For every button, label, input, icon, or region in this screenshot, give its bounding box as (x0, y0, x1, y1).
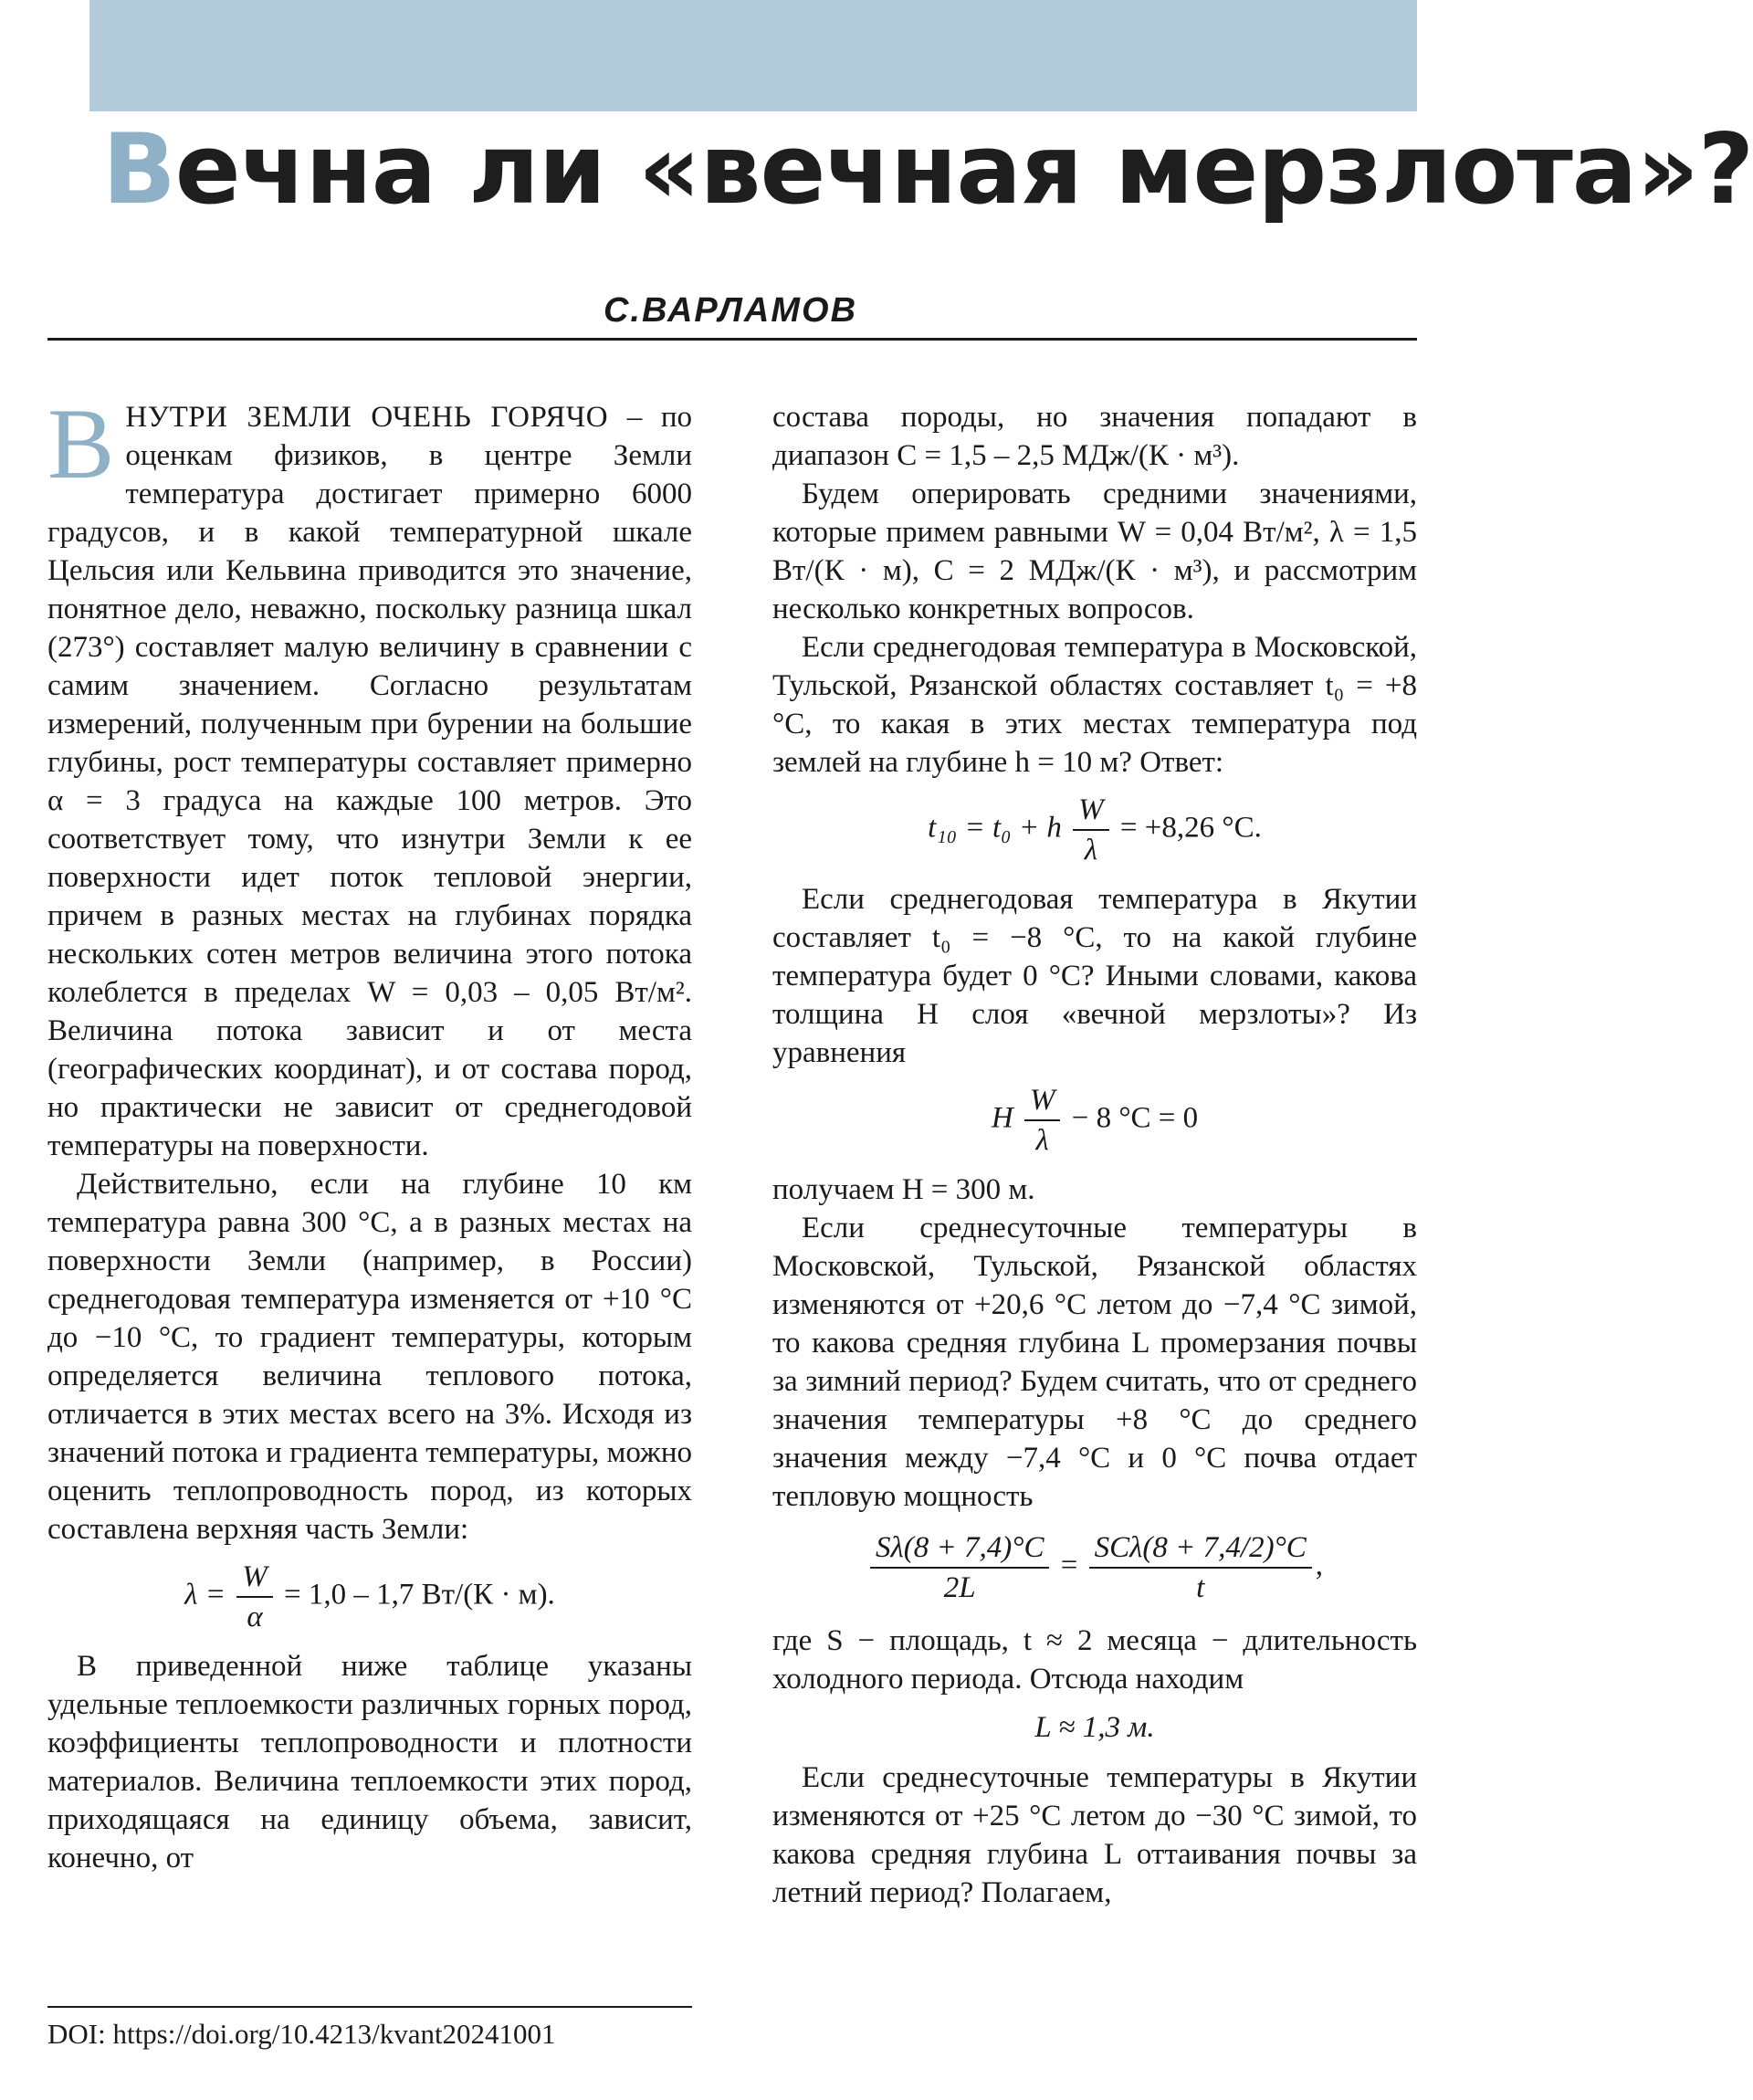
paragraph: Если среднегодовая температура в Якутии составляет t₀ = −8 °С, то на какой глубине температура будет 0 °С? Иными словами, какова толщина H слоя «вечной мерзлоты»? Из уравнения (772, 883, 1417, 1069)
header-color-band (89, 0, 1417, 111)
title-rest: ечна ли «вечная мерзлота»? (174, 113, 1753, 226)
author-name: С.ВАРЛАМОВ (603, 291, 858, 330)
formula-lhs: t₁₀ = t₀ + h (928, 811, 1062, 845)
right-column (772, 398, 1417, 1912)
intro-caps: НУТРИ ЗЕМЛИ ОЧЕНЬ ГОРЯЧО (125, 401, 609, 434)
drop-cap: В (47, 388, 115, 499)
fraction-numerator: W (236, 1558, 273, 1598)
paragraph: состава породы, но значения попадают в диапазон C = 1,5 – 2,5 МДж/(К · м³). (772, 401, 1417, 472)
formula-heat-balance (772, 1528, 1417, 1607)
article-title (102, 113, 1753, 226)
formula-rhs: = +8,26 °С. (1119, 811, 1262, 845)
fraction-numerator: Sλ(8 + 7,4)°С (870, 1528, 1050, 1569)
fraction (1089, 1528, 1312, 1607)
fraction-denominator: λ (1035, 1124, 1049, 1157)
paragraph (47, 388, 692, 1165)
fraction-denominator: 2L (943, 1571, 976, 1604)
paragraph: где S − площадь, t ≈ 2 месяца − длительность холодного периода. Отсюда находим (772, 1624, 1417, 1696)
paragraph: В приведенной ниже таблице указаны удельные теплоемкости различных горных пород, коэффициенты теплопроводности и плотности материалов. Величина теплоемкости этих пород, приходящаяся на единицу объема, зависит, конечно, от (47, 1650, 692, 1874)
paragraph: получаем H = 300 м. (772, 1173, 1035, 1206)
paragraph: Если среднегодовая температура в Московской, Тульской, Рязанской областях составляет t₀ = +8 °С, то какая в этих местах температура под землей на глубине h = 10 м? Ответ: (772, 631, 1417, 779)
paragraph: Действительно, если на глубине 10 км температура равна 300 °С, а в разных местах на поверхности Земли (например, в России) среднегодовая температура изменяется от +10 °С до −10 °С, то градиент температуры, которым определяется величина теплового потока, отличается в этих местах всего на 3%. Исходя из значений потока и градиента температуры, можно оценить теплопроводность пород, из которых составлена верхняя часть Земли: (47, 1168, 692, 1546)
formula-depth-result: L ≈ 1,3 м. (1034, 1711, 1155, 1744)
formula-lhs: λ = (184, 1578, 226, 1612)
paragraph: Если среднесуточные температуры в Якутии изменяются от +25 °С летом до −30 °С зимой, то какова средняя глубина L оттаивания почвы за летний период? Полагаем, (772, 1761, 1417, 1909)
formula-t10 (772, 791, 1417, 869)
fraction-denominator: λ (1084, 834, 1098, 866)
fraction-denominator: α (247, 1601, 263, 1633)
footnote-rule (47, 2006, 692, 2008)
formula-rhs: − 8 °С = 0 (1071, 1101, 1199, 1135)
formula-conductivity (47, 1558, 692, 1636)
fraction (236, 1558, 273, 1636)
formula-rhs: = 1,0 – 1,7 Вт/(К · м). (283, 1578, 555, 1612)
fraction (870, 1528, 1050, 1607)
formula-lhs: H (991, 1101, 1013, 1135)
formula-tail: , (1315, 1549, 1324, 1582)
left-column (47, 388, 692, 1877)
fraction-numerator: SCλ(8 + 7,4/2)°С (1089, 1528, 1312, 1569)
fraction-denominator: t (1196, 1571, 1205, 1604)
fraction-numerator: W (1073, 791, 1109, 831)
title-first-letter: В (102, 113, 175, 226)
fraction (1073, 791, 1109, 869)
fraction (1024, 1081, 1061, 1160)
fraction-numerator: W (1024, 1081, 1061, 1121)
paragraph-text: – по оценкам физиков, в центре Земли температура достигает примерно 6000 градусов, и в какой температурной шкале Цельсия или Кельвина приводится это значение, понятное дело, неважно, поскольку разница шкал (273°) составляет малую величину в сравнении с самим значением. Согласно результатам измерений, полученным при бурении на большие глубины, рост температуры составляет примерно α = 3 градуса на каждые 100 метров. Это соответствует тому, что изнутри Земли к ее поверхности идет поток тепловой энергии, причем в разных местах на глубинах порядка нескольких сотен метров величина этого потока колеблется в пределах W = 0,03 – 0,05 Вт/м². Величина потока зависит и от места (географических координат), и от состава пород, но практически не зависит от среднегодовой температуры на поверхности. (47, 401, 692, 1162)
paragraph: Будем оперировать средними значениями, которые примем равными W = 0,04 Вт/м², λ = 1,5 Вт/(К · м), C = 2 МДж/(К · м³), и рассмотрим несколько конкретных вопросов. (772, 478, 1417, 625)
paragraph: Если среднесуточные температуры в Московской, Тульской, Рязанской областях изменяются от +20,6 °С летом до −7,4 °С зимой, то какова средняя глубина L промерзания почвы за зимний период? Будем считать, что от среднего значения температуры +8 °С до среднего значения между −7,4 °С и 0 °С почва отдает тепловую мощность (772, 1212, 1417, 1513)
author-rule (47, 338, 1417, 341)
doi-footnote: DOI: https://doi.org/10.4213/kvant20241001 (47, 2018, 556, 2050)
formula-equals: = (1060, 1549, 1078, 1582)
formula-permafrost (772, 1081, 1417, 1160)
